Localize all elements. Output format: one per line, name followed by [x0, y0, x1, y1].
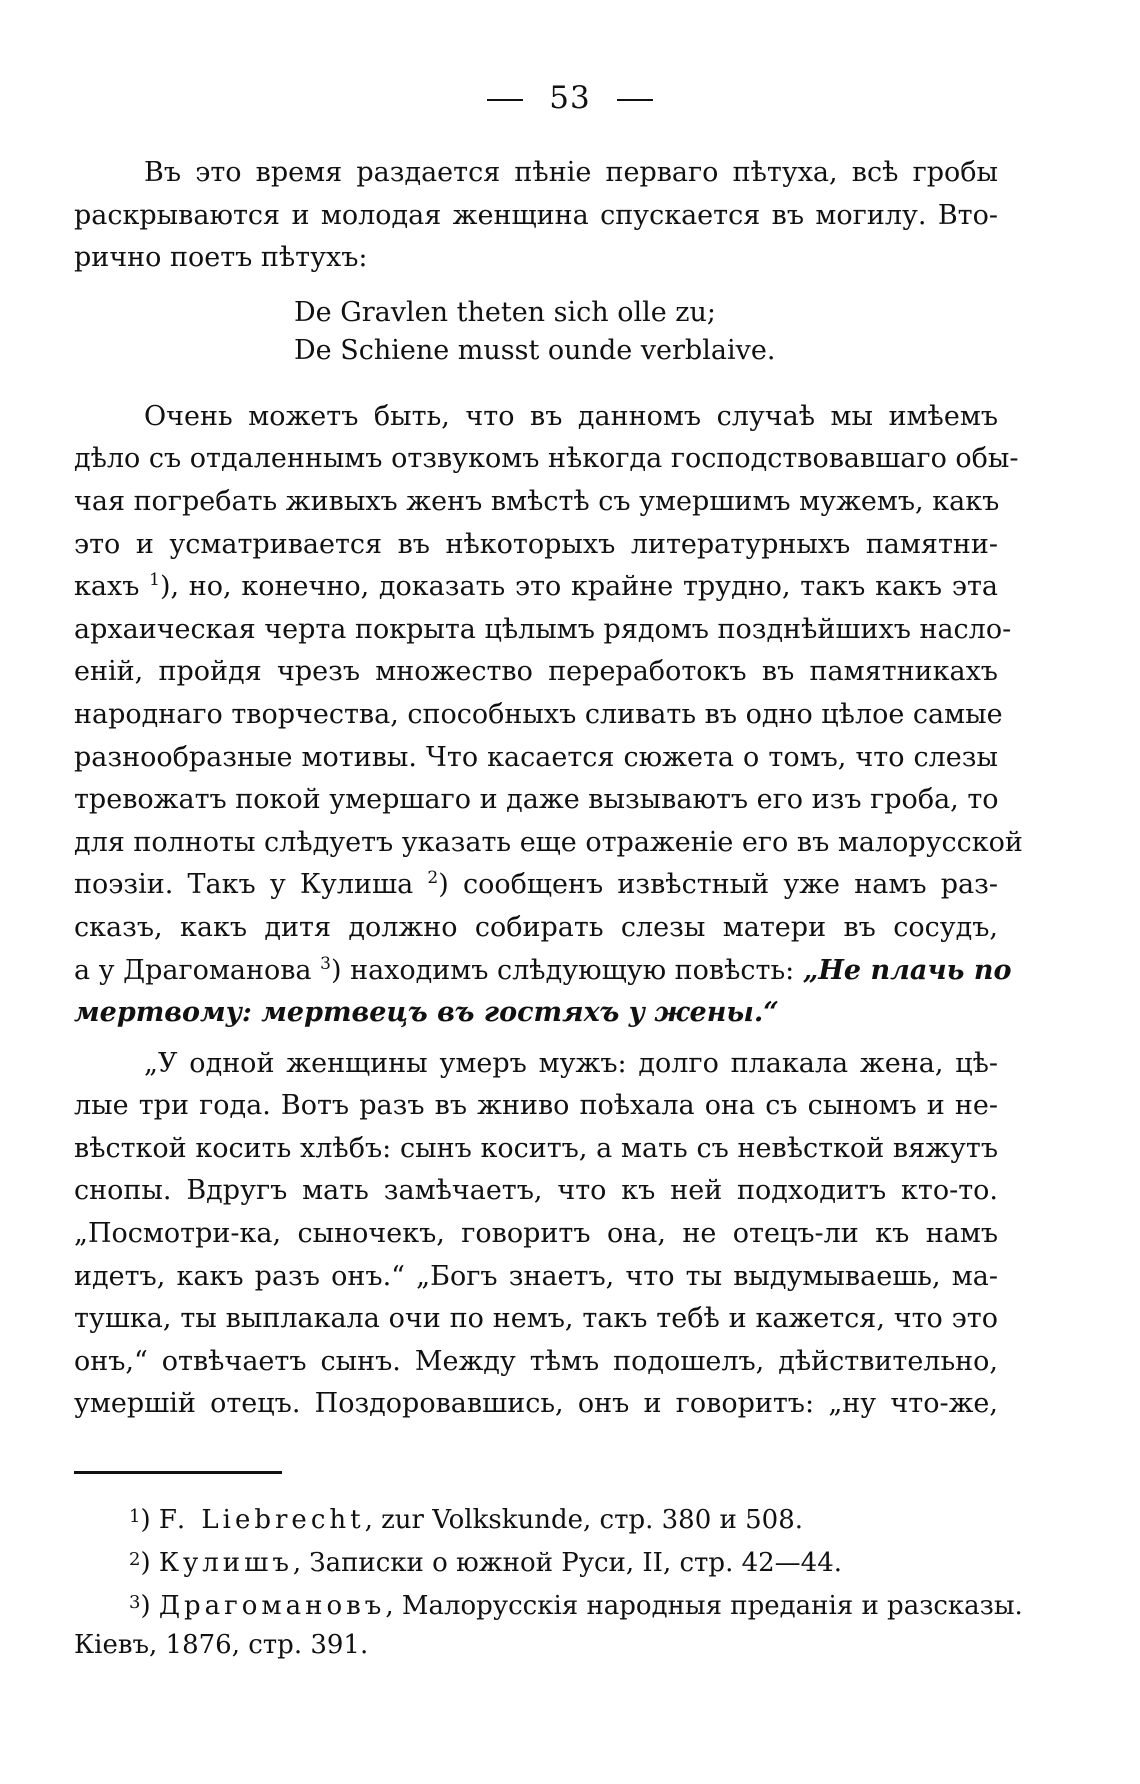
text-fragment: кахъ [74, 571, 150, 603]
story-title: мертвому: мертвецъ въ гостяхъ у жены.“ [74, 997, 779, 1029]
paragraph-3 [74, 1043, 998, 1426]
text-line: Очень можетъ быть, что въ данномъ случаѣ мы имѣемъ [144, 400, 998, 432]
text-fragment: ) сообщенъ извѣстный уже намъ раз- [438, 869, 998, 901]
text-line: чая погребать живыхъ женъ вмѣстѣ съ умершимъ мужемъ, какъ [74, 485, 1000, 517]
footnote-mark: 2 [129, 1549, 141, 1570]
footnote-text: , zur Volkskunde, стр. 380 и 508. [364, 1505, 803, 1535]
text-line: дѣло съ отдаленнымъ отзвукомъ нѣкогда господствовавшаго обы- [74, 443, 1019, 475]
text-line: рично поетъ пѣтухъ: [74, 242, 368, 274]
footnotes [74, 1497, 1023, 1665]
footnote-1: $^1$) F. Liebrecht, zur Volkskunde, стр. 380 и 508. [129, 1505, 803, 1535]
text-fragment: поэзіи. Такъ у Кулиша [74, 869, 428, 901]
page-header [0, 80, 1140, 116]
footnote-mark: 3 [129, 1592, 141, 1613]
verse-line: De Schiene musst ounde verblaive. [294, 334, 776, 366]
text-line: идетъ, какъ разъ онъ.“ „Богъ знаетъ, что ты выдумываешь, ма- [74, 1260, 998, 1292]
text-line [74, 566, 998, 609]
text-line: для полноты слѣдуетъ указать еще отраженіе его въ малорусской [74, 826, 1023, 858]
footnote-2: $^2$) Кулишъ, Записки о южной Руси, II, стр. 42—44. [129, 1548, 843, 1578]
header-dash-right [617, 99, 653, 101]
text-line: онъ,“ отвѣчаетъ сынъ. Между тѣмъ подошелъ, дѣйствительно, [74, 1345, 998, 1377]
footnote-text: , Малорусскія народныя преданія и разсказы. [385, 1591, 1023, 1621]
text-line [74, 950, 1012, 993]
header-dash-left [487, 99, 523, 101]
footnote-author: F. Liebrecht [158, 1505, 365, 1535]
paragraph-1 [74, 152, 998, 280]
story-title: „Не плачь по [802, 954, 1012, 986]
footnote-3: $^3$) Драгомановъ, Малорусскія народныя преданія и разсказы. [129, 1591, 1023, 1621]
text-line: умершій отецъ. Поздоровавшись, онъ и говоритъ: „ну что-же, [74, 1388, 998, 1420]
paragraph-2 [74, 396, 1023, 1035]
text-line: раскрываются и молодая женщина спускается въ могилу. Вто- [74, 199, 998, 231]
text-line: сказъ, какъ дитя должно собирать слезы матери въ сосудъ, [74, 911, 998, 943]
text-line: „Посмотри-ка, сыночекъ, говоритъ она, не отецъ-ли къ намъ [74, 1218, 998, 1250]
text-line: еній, пройдя чрезъ множество переработокъ въ памятникахъ [74, 656, 998, 688]
footnote-author: Кулишъ [158, 1548, 293, 1578]
main-text [74, 152, 1023, 1426]
text-line: „У одной женщины умеръ мужъ: долго плакала жена, цѣ- [144, 1047, 998, 1079]
text-fragment: а у Драгоманова [74, 954, 321, 986]
footnote-ref-3: 3 [320, 953, 331, 974]
verse-quote [74, 294, 998, 370]
footnote-mark: 1 [129, 1506, 141, 1527]
text-line: лые три года. Вотъ разъ въ жниво поѣхала она съ сыномъ и не- [74, 1090, 998, 1122]
footnote-ref-1: 1 [149, 570, 160, 591]
footnote-author: Драгомановъ [158, 1591, 386, 1621]
footnote-3-continued: Кіевъ, 1876, стр. 391. [74, 1630, 369, 1660]
footnote-text: , Записки о южной Руси, II, стр. 42—44. [292, 1548, 843, 1578]
text-line [74, 864, 998, 907]
text-fragment: ), но, конечно, доказать это крайне трудно, такъ какъ эта [159, 571, 998, 603]
text-line: архаическая черта покрыта цѣлымъ рядомъ позднѣйшихъ насло- [74, 613, 1012, 645]
footnote-divider [74, 1471, 282, 1474]
text-line: Въ это время раздается пѣніе перваго пѣтуха, всѣ гробы [144, 157, 998, 188]
page-number: 53 [549, 80, 591, 116]
text-line: народнаго творчества, способныхъ сливать въ одно цѣлое самые [74, 698, 1003, 730]
text-line: снопы. Вдругъ мать замѣчаетъ, что къ ней подходитъ кто-то. [74, 1175, 998, 1207]
text-line: тревожатъ покой умершаго и даже вызываютъ его изъ гроба, то [74, 784, 999, 816]
text-line: это и усматривается въ нѣкоторыхъ литературныхъ памятни- [74, 528, 998, 560]
verse-line: De Gravlen theten sich olle zu; [294, 296, 717, 328]
text-fragment: ) находимъ слѣдующую повѣсть: [330, 954, 803, 986]
text-line: тушка, ты выплакала очи по немъ, такъ тебѣ и кажется, что это [74, 1303, 998, 1335]
footnote-ref-2: 2 [427, 868, 439, 889]
text-line: разнообразные мотивы. Что касается сюжета о томъ, что слезы [74, 741, 998, 773]
text-line: вѣсткой косить хлѣбъ: сынъ коситъ, а мать съ невѣсткой вяжутъ [74, 1132, 998, 1164]
